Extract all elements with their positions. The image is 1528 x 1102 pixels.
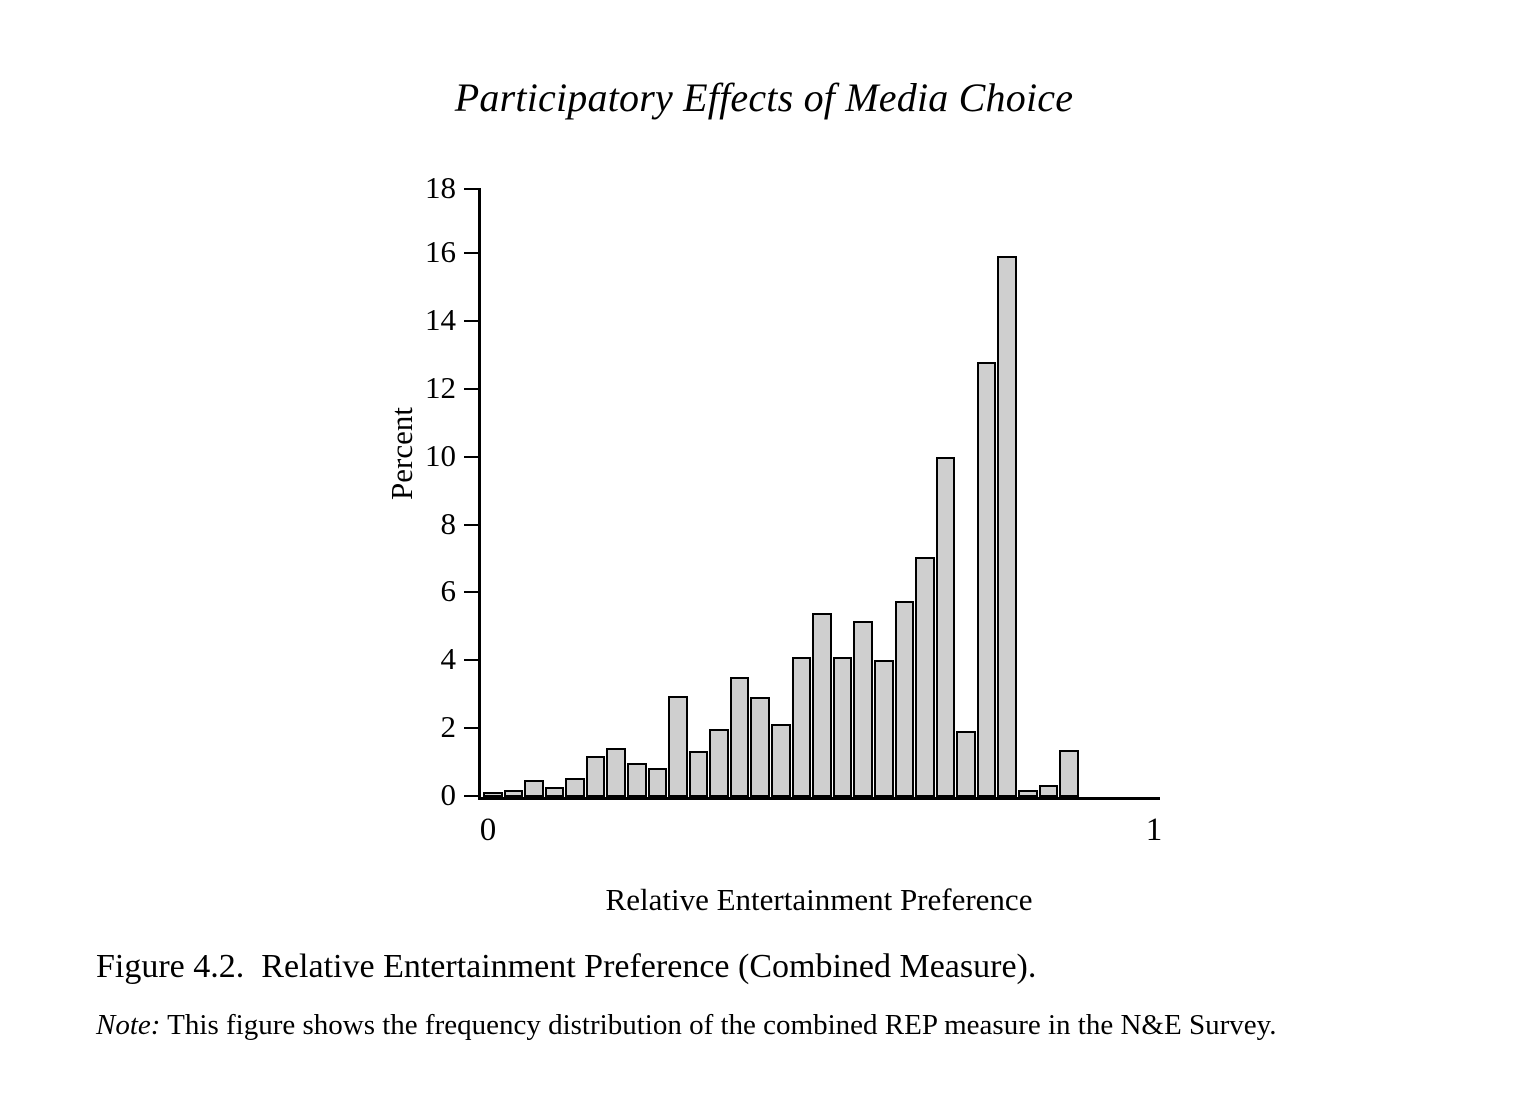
histogram-bar: [1018, 790, 1038, 797]
y-tick-6: [440, 573, 478, 608]
histogram-bar: [915, 557, 935, 797]
histogram-bar: [853, 621, 873, 797]
histogram-bar: [668, 696, 688, 798]
y-tick-16: [425, 234, 478, 269]
y-tick-label-2: 2: [440, 709, 456, 744]
histogram-bar: [606, 748, 626, 797]
x-axis-label: Relative Entertainment Preference: [605, 882, 1033, 917]
histogram-bar: [977, 362, 997, 797]
x-axis-line: [478, 797, 1160, 800]
histogram-bar: [709, 729, 729, 797]
histogram-bar: [1059, 750, 1079, 797]
histogram-bar: [627, 763, 647, 797]
histogram-bar: [586, 756, 606, 797]
histogram-bar: [524, 780, 544, 797]
y-tick-2: [440, 709, 478, 744]
y-tick-12: [425, 370, 478, 405]
histogram-bar: [874, 660, 894, 797]
y-tick-label-0: 0: [440, 777, 456, 812]
y-tick-label-12: 12: [425, 370, 456, 405]
y-tick-label-14: 14: [425, 302, 456, 337]
y-tick-4: [440, 641, 478, 676]
histogram-bar: [936, 457, 956, 797]
y-tick-10: [425, 438, 478, 473]
histogram-bar: [1039, 785, 1059, 797]
y-tick-label-16: 16: [425, 234, 456, 269]
y-tick-label-18: 18: [425, 170, 456, 205]
histogram-bar: [792, 657, 812, 797]
y-tick-0: [440, 777, 478, 812]
histogram-bar: [812, 613, 832, 797]
figure-note-text: This figure shows the frequency distribution of the combined REP measure in the N&E Survey.: [167, 1009, 1277, 1041]
histogram-bars: [481, 188, 1160, 797]
y-tick-label-8: 8: [440, 506, 456, 541]
figure-note: [96, 1007, 1496, 1043]
figure-caption: [96, 946, 1496, 987]
x-tick-label-1: 1: [1145, 812, 1163, 848]
plot-area: [425, 170, 1163, 917]
y-tick-label-6: 6: [440, 573, 456, 608]
histogram-bar: [895, 601, 915, 797]
histogram-bar: [545, 787, 565, 797]
y-tick-label-4: 4: [440, 641, 456, 676]
y-tick-label-10: 10: [425, 438, 456, 473]
histogram-bar: [771, 724, 791, 797]
figure-caption-label: Figure 4.2.: [96, 948, 245, 985]
histogram-bar: [565, 778, 585, 797]
histogram-bar: [833, 657, 853, 797]
histogram-bar: [730, 677, 750, 797]
x-tick-label-0: 0: [479, 812, 497, 848]
histogram-bar: [504, 790, 524, 797]
chart-title: Participatory Effects of Media Choice: [454, 75, 1074, 120]
histogram-bar: [750, 697, 770, 797]
histogram-bar: [956, 731, 976, 797]
y-axis-label: Percent: [384, 407, 419, 500]
figure-caption-text: Relative Entertainment Preference (Combined Measure).: [261, 948, 1037, 985]
histogram-bar: [648, 768, 668, 797]
histogram-bar: [689, 751, 709, 797]
y-tick-8: [440, 506, 478, 541]
y-tick-14: [425, 302, 478, 337]
histogram-bar: [997, 256, 1017, 797]
histogram-bar: [483, 792, 503, 797]
y-tick-18: [425, 170, 478, 205]
figure-note-label: Note:: [96, 1009, 161, 1041]
